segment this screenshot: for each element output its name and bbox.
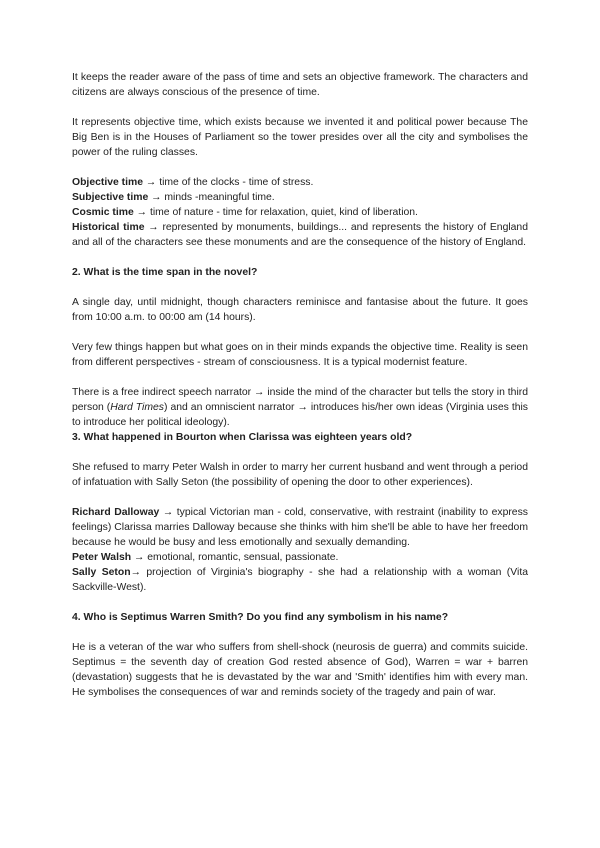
definition-objective-time	[72, 175, 528, 190]
character-text: → typical Victorian man - cold, conservative, with restraint (inability to express feelings) Clarissa marries Dalloway because she thinks with him she'll be able to have her freedom because he would be busy and less emotionally and sexually demanding.	[72, 507, 528, 548]
definition-text: → minds -meaningful time.	[148, 192, 275, 203]
term-cosmic-time: Cosmic time	[72, 207, 134, 218]
paragraph-septimus: He is a veteran of the war who suffers from shell-shock (neurosis de guerra) and commits suicide. Septimus = the seventh day of creation God rested absence of God), Warren = war + barren (devastation) suggests that he is devastated by the war and 'Smith' identifies him with every man. He symbolises the consequences of war and reminds society of the tragedy and pain of war.	[72, 642, 528, 698]
hard-times-title: Hard Times	[110, 402, 164, 413]
definition-text: → represented by monuments, buildings... and represents the history of England and all of the characters see these monuments and are the consequence of the history of England.	[72, 222, 528, 248]
term-objective-time: Objective time	[72, 177, 144, 188]
term-historical-time: Historical time	[72, 222, 145, 233]
paragraph-big-ben: It represents objective time, which exists because we invented it and political power because The Big Ben is in the Houses of Parliament so the tower presides over all the city and symbolises the power of the ruling classes.	[72, 117, 528, 158]
character-richard-dalloway	[72, 505, 528, 550]
definition-text: → time of nature - time for relaxation, quiet, kind of liberation.	[133, 207, 418, 218]
paragraph-stream-of-consciousness: Very few things happen but what goes on in their minds expands the objective time. Reality is seen from different perspectives - stream of consciousness. It is a typical modernist feature.	[72, 342, 528, 368]
question-3-heading: 3. What happened in Bourton when Clarissa was eighteen years old?	[72, 432, 413, 443]
definition-cosmic-time	[72, 205, 528, 220]
character-text: → projection of Virginia's biography - she had a relationship with a woman (Vita Sackville-West).	[72, 567, 528, 593]
paragraph-single-day: A single day, until midnight, though characters reminisce and fantasise about the future. It goes from 10:00 a.m. to 00:00 am (14 hours).	[72, 297, 528, 323]
paragraph-time-awareness: It keeps the reader aware of the pass of time and sets an objective framework. The characters and citizens are always conscious of the presence of time.	[72, 72, 528, 98]
paragraph-bourton: She refused to marry Peter Walsh in order to marry her current husband and went through a period of infatuation with Sally Seton (the possibility of opening the door to other experiences).	[72, 462, 528, 488]
character-peter-walsh	[72, 550, 528, 565]
definition-text: → time of the clocks - time of stress.	[143, 177, 314, 188]
question-2-heading: 2. What is the time span in the novel?	[72, 267, 258, 278]
document-page	[72, 70, 528, 700]
narrator-text-after: ) and an omniscient narrator → introduces his/her own ideas (Virginia uses this to introduce her political ideology).	[72, 402, 528, 428]
definition-subjective-time	[72, 190, 528, 205]
narrator-text-before: There is a free indirect speech narrator → inside the mind of the character but tells the story in third person (	[72, 387, 528, 413]
term-richard-dalloway: Richard Dalloway	[72, 507, 160, 518]
term-subjective-time: Subjective time	[72, 192, 149, 203]
definition-historical-time	[72, 220, 528, 250]
term-sally-seton: Sally Seton	[72, 567, 131, 578]
term-peter-walsh: Peter Walsh	[72, 552, 132, 563]
character-text: → emotional, romantic, sensual, passionate.	[131, 552, 339, 563]
question-4-heading: 4. Who is Septimus Warren Smith? Do you find any symbolism in his name?	[72, 612, 449, 623]
character-sally-seton	[72, 565, 528, 595]
paragraph-narrator	[72, 385, 528, 430]
